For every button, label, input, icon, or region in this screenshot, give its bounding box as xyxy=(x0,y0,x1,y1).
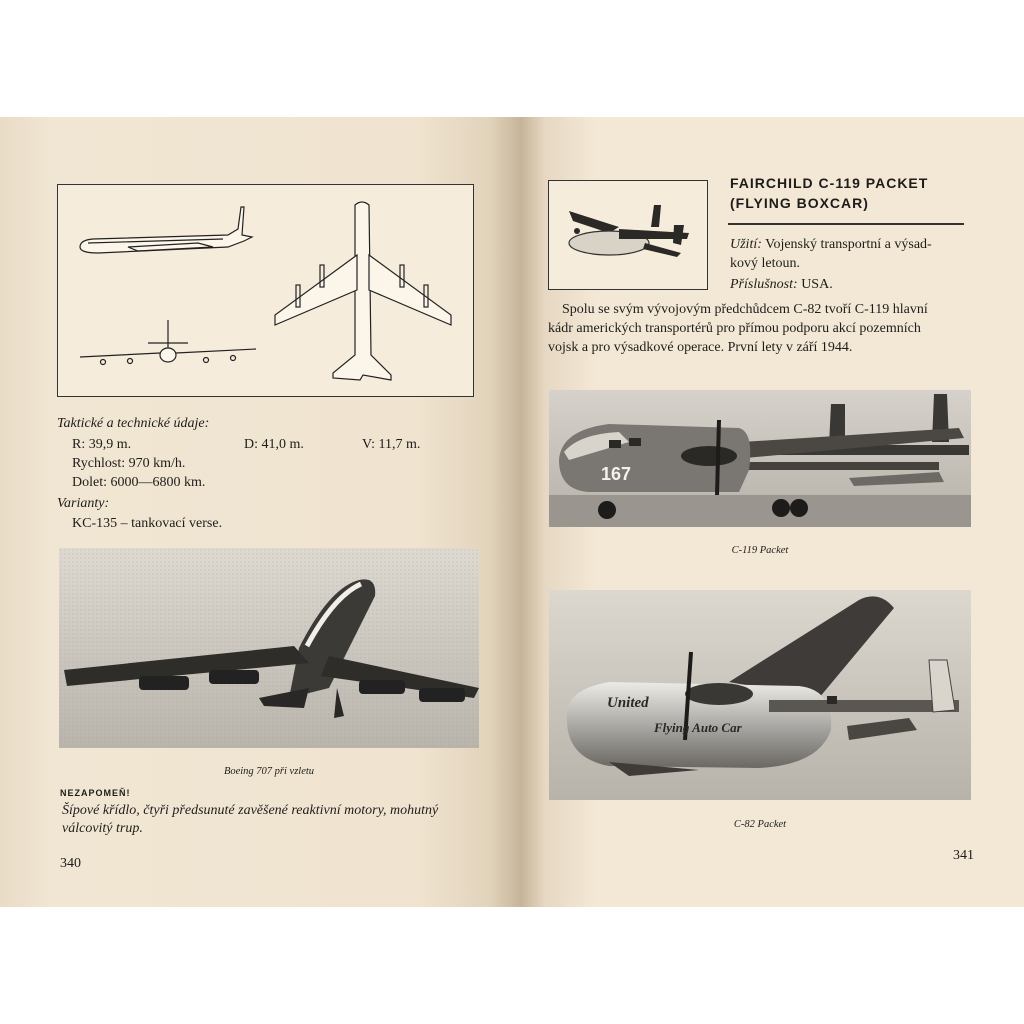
spec-speed: Rychlost: 970 km/h. xyxy=(72,456,186,471)
origin-line xyxy=(730,276,833,294)
left-page xyxy=(0,117,520,907)
page-number-left: 340 xyxy=(60,856,81,871)
spec-range: Dolet: 6000—6800 km. xyxy=(72,475,206,490)
boeing-707-three-view-drawing xyxy=(57,184,474,397)
usage-value: Vojenský transportní a výsad- xyxy=(761,237,932,252)
spec-span: R: 39,9 m. xyxy=(72,437,132,452)
boeing-707-photo xyxy=(59,548,479,748)
page-number-right: 341 xyxy=(953,848,974,863)
three-view-illustration xyxy=(58,185,473,396)
c82-photo xyxy=(549,590,971,800)
body-line-3: vojsk a pro výsadkové operace. První lety v září 1944. xyxy=(548,340,853,355)
c119-photo xyxy=(549,390,971,527)
remember-line-2: válcovitý trup. xyxy=(62,821,143,836)
c119-silhouette-box xyxy=(548,180,708,290)
aircraft-title-1: FAIRCHILD C-119 PACKET xyxy=(730,175,929,191)
title-underline xyxy=(728,223,964,225)
boeing-707-caption: Boeing 707 při vzletu xyxy=(223,766,315,777)
c82-caption: C-82 Packet xyxy=(733,819,787,830)
boeing-707-photo-image xyxy=(59,548,479,748)
aircraft-title-2: (FLYING BOXCAR) xyxy=(730,195,869,211)
c82-photo-image xyxy=(549,590,971,800)
specs-heading: Taktické a technické údaje: xyxy=(57,416,210,431)
c82-livery-flying-auto-car: Flying Auto Car xyxy=(654,720,742,735)
right-page xyxy=(520,117,1024,907)
variant-kc135: KC-135 – tankovací verse. xyxy=(72,516,223,531)
c82-livery-united: United xyxy=(607,695,649,711)
c119-silhouette xyxy=(549,181,707,289)
usage-line-2: kový letoun. xyxy=(730,256,800,271)
open-book xyxy=(0,117,1024,907)
usage-line-1 xyxy=(730,236,932,254)
origin-value: USA. xyxy=(797,277,833,292)
variants-heading: Varianty: xyxy=(57,496,110,511)
c119-tail-number: 167 xyxy=(601,464,632,484)
c119-photo-image xyxy=(549,390,971,527)
origin-label: Příslušnost: xyxy=(730,277,798,292)
c119-caption: C-119 Packet xyxy=(731,545,789,556)
remember-line-1: Šípové křídlo, čtyři předsunuté zavěšené reaktivní motory, mohutný xyxy=(62,803,439,818)
body-line-1: Spolu se svým vývojovým předchůdcem C-82 tvoří C-119 hlavní xyxy=(562,302,928,317)
usage-label: Užití: xyxy=(730,237,762,252)
spec-height: V: 11,7 m. xyxy=(362,437,421,452)
spec-length: D: 41,0 m. xyxy=(244,437,304,452)
remember-heading: NEZAPOMEŇ! xyxy=(60,788,131,798)
body-line-2: kádr amerických transportérů pro přímou podporu akcí pozemních xyxy=(548,321,921,336)
